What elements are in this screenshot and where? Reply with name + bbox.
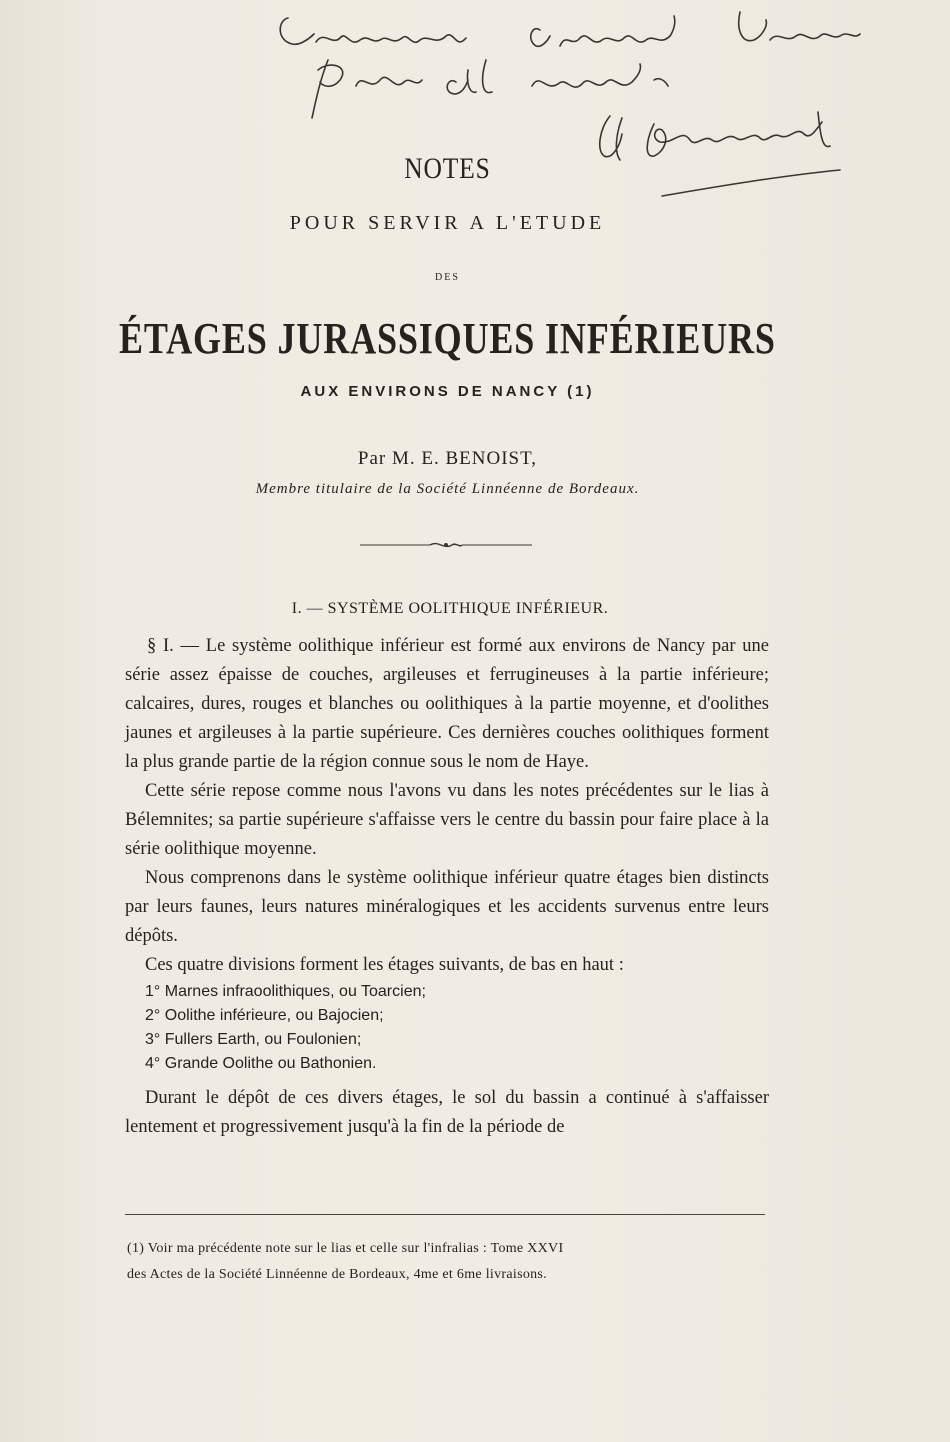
location-subtitle: AUX ENVIRONS DE NANCY (1) bbox=[300, 383, 595, 400]
paragraph: Nous comprenons dans le système oolithique inférieur quatre étages bien distincts par leurs faunes, leurs natures minéralogiques et les accidents survenus entre leurs dépôts. bbox=[125, 868, 769, 946]
paragraph: § I. — Le système oolithique inférieur est formé aux environs de Nancy par une série assez épaisse de couches, argileuses et ferrugineuses à la partie inférieure; calcaires, dures, rouges et blanches ou oolithiques à la partie moyenne, et d'oolithes jaunes et argileuses à la partie supérieure. Ces dernières couches oolithiques forment la plus grande partie de la région connue sous le nom de Haye. bbox=[125, 636, 769, 772]
footnote-line: (1) Voir ma précédente note sur le lias et celle sur l'infralias : Tome XXVI bbox=[127, 1241, 564, 1256]
footnote bbox=[127, 1236, 767, 1288]
section-heading: I. — SYSTÈME OOLITHIQUE INFÉRIEUR. bbox=[291, 600, 609, 617]
paragraph: Ces quatre divisions forment les étages suivants, de bas en haut : bbox=[145, 955, 624, 975]
author-affiliation: Membre titulaire de la Société Linnéenne de Bordeaux. bbox=[255, 481, 640, 497]
list-item: 3° Fullers Earth, ou Foulonien; bbox=[145, 1031, 362, 1048]
title-connector: DES bbox=[435, 272, 460, 283]
footnote-rule bbox=[125, 1214, 765, 1215]
subtitle: POUR SERVIR A L'ETUDE bbox=[289, 212, 606, 234]
main-title: ÉTAGES JURASSIQUES INFÉRIEURS bbox=[119, 314, 776, 363]
body-text bbox=[125, 632, 769, 1142]
list-item: 4° Grande Oolithe ou Bathonien. bbox=[145, 1055, 377, 1072]
ornament-divider bbox=[360, 538, 532, 552]
paragraph: Cette série repose comme nous l'avons vu dans les notes précédentes sur le lias à Bélemnites; sa partie supérieure s'affaisse vers le centre du bassin pour faire place à la série oolithique moyenne. bbox=[125, 781, 769, 859]
author-line: Par M. E. BENOIST, bbox=[357, 448, 538, 469]
page-title: NOTES bbox=[404, 152, 491, 185]
handwriting-image bbox=[270, 0, 890, 220]
list-item: 1° Marnes infraoolithiques, ou Toarcien; bbox=[145, 983, 426, 1000]
paragraph: Durant le dépôt de ces divers étages, le sol du bassin a continué à s'affaisser lentement et progressivement jusqu'à la fin de la période de bbox=[125, 1088, 769, 1137]
stage-list bbox=[125, 980, 769, 1076]
handwritten-inscription bbox=[270, 0, 890, 220]
footnote-line: des Actes de la Société Linnéenne de Bordeaux, 4me et 6me livraisons. bbox=[127, 1267, 547, 1282]
list-item: 2° Oolithe inférieure, ou Bajocien; bbox=[145, 1007, 384, 1024]
